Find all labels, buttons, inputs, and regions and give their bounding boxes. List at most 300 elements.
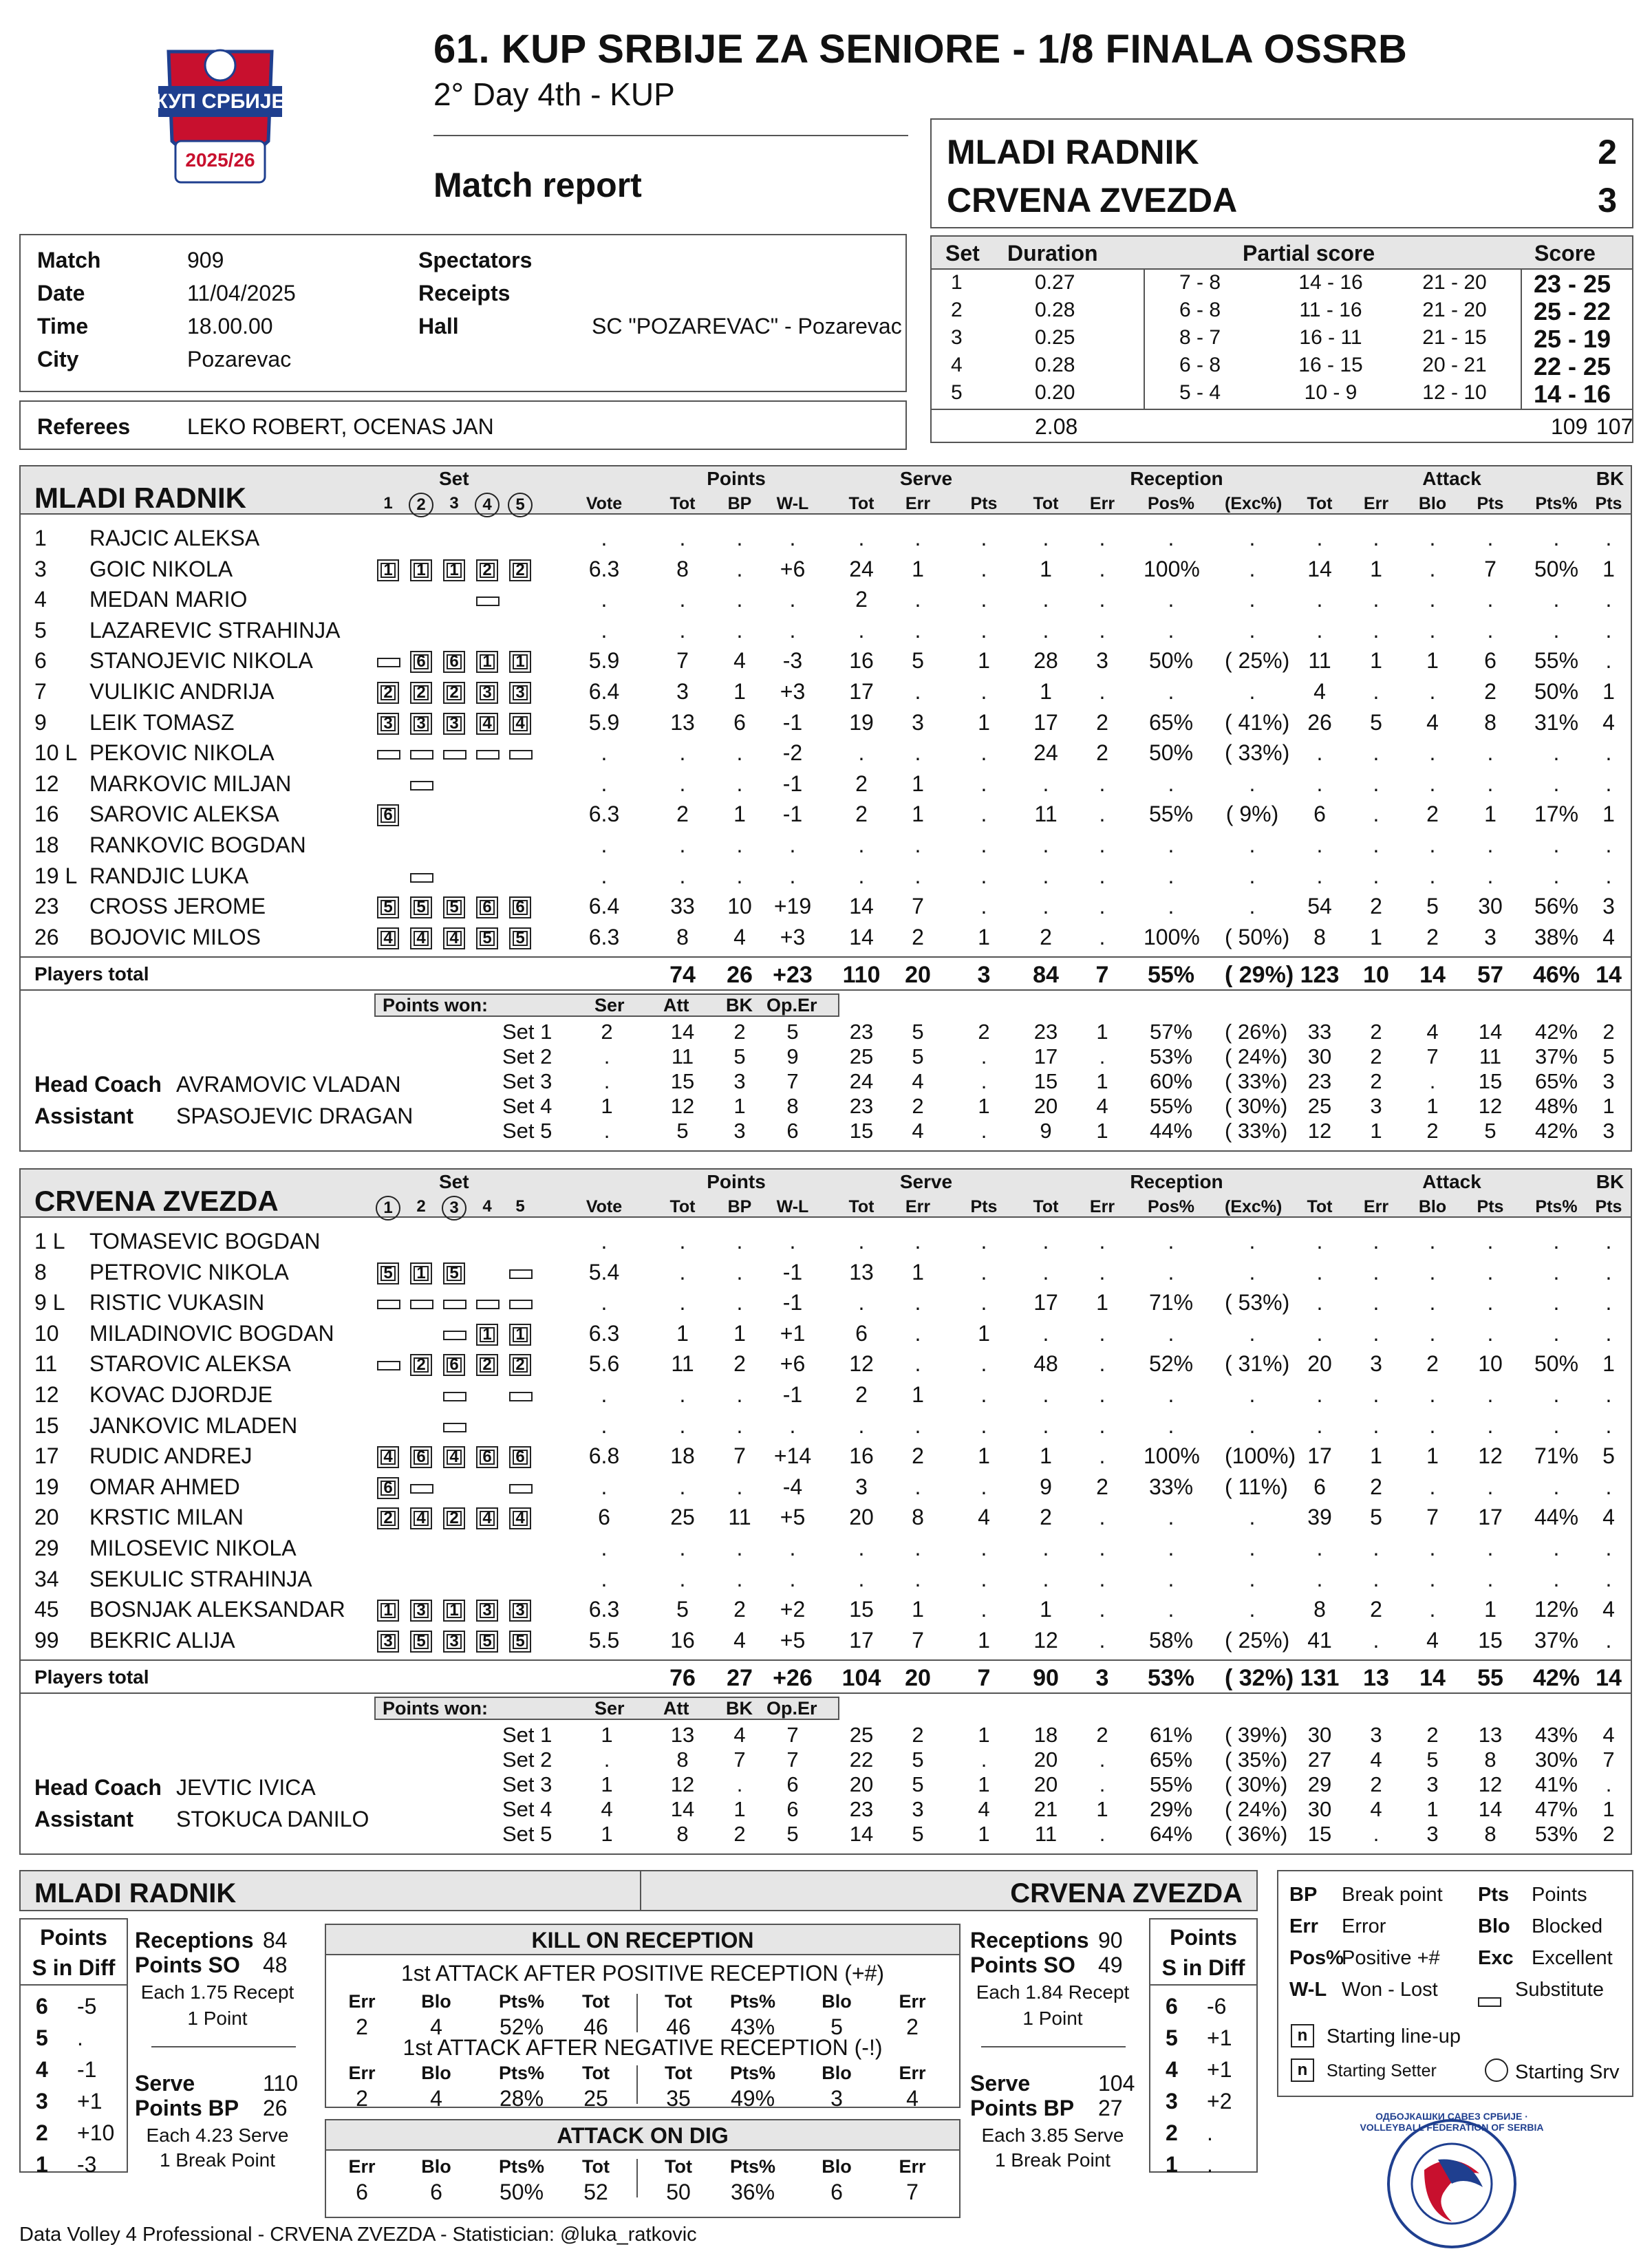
- stat-re: .: [1099, 1351, 1106, 1377]
- rotation-diff: .: [77, 2025, 83, 2050]
- kill-header: Err: [899, 1991, 926, 2012]
- set-sp: .: [980, 1748, 987, 1772]
- substitute-marker: [443, 1423, 466, 1432]
- scoreboard-away-sets: 3: [1598, 181, 1617, 219]
- starting-position: 5: [377, 896, 399, 918]
- pw-opp: 7: [786, 1748, 799, 1772]
- set-ap: 12: [1478, 1094, 1503, 1118]
- set-duration: 0.25: [1035, 326, 1075, 349]
- away-points-rotation: [1149, 1918, 1258, 2177]
- stat-ae: .: [1373, 617, 1380, 643]
- player-name: LEIK TOMASZ: [89, 709, 235, 735]
- starting-position: 2: [476, 559, 498, 581]
- rotation-s: 1: [1166, 2152, 1178, 2177]
- stat-rt: .: [1042, 771, 1049, 796]
- hall-name: SC "POZAREVAC" - Pozarevac: [592, 314, 902, 338]
- set-ae: .: [1373, 1822, 1380, 1846]
- stat-tot: 13: [670, 709, 695, 735]
- pw-att: 8: [676, 1748, 689, 1772]
- total-ae: 10: [1363, 962, 1389, 988]
- partial-16: 11 - 16: [1299, 299, 1362, 321]
- col-att: Att: [663, 1698, 689, 1719]
- stat-ap: 1: [1484, 1597, 1497, 1622]
- set-ab: 7: [1426, 1044, 1439, 1068]
- player-name: VULIKIC ANDRIJA: [89, 679, 275, 704]
- set-ac: 43%: [1534, 1723, 1578, 1747]
- stat-re: 1: [1096, 1290, 1108, 1315]
- partial-21: 20 - 21: [1422, 354, 1487, 376]
- player-row: [21, 830, 1631, 861]
- player-number: 8: [34, 1259, 47, 1284]
- set-sp: 1: [978, 1772, 990, 1796]
- kill-header: Blo: [822, 1991, 852, 2012]
- stat-at: 6: [1313, 1474, 1326, 1499]
- stat-ae: 2: [1370, 1597, 1382, 1622]
- stat-ac: 17%: [1534, 802, 1579, 827]
- stat-ab: .: [1429, 617, 1436, 643]
- stat-bp: .: [736, 556, 743, 581]
- set-re: 1: [1096, 1069, 1108, 1093]
- stat-rt: .: [1042, 1536, 1049, 1560]
- stat-rt: 1: [1040, 556, 1052, 581]
- stat-rt: 48: [1033, 1351, 1058, 1377]
- stat-ab: .: [1429, 587, 1436, 612]
- stat-vote: 6.4: [588, 679, 620, 704]
- stat-rp: .: [1168, 1536, 1174, 1560]
- federation-logo: [1349, 2108, 1555, 2252]
- set-ac: 37%: [1534, 1044, 1578, 1068]
- sets-table: [930, 235, 1633, 443]
- stat-sp: .: [980, 617, 987, 643]
- stat-wl: -1: [782, 1290, 803, 1315]
- set-re: .: [1099, 1772, 1106, 1796]
- kill-value-home: 2: [356, 2014, 368, 2039]
- stat-rp: 100%: [1144, 1443, 1200, 1469]
- pw-ser: 1: [601, 1822, 613, 1846]
- stat-tot: 11: [671, 1351, 694, 1377]
- rotation-s: 2: [36, 2120, 48, 2145]
- team-table-header: [21, 1170, 1631, 1218]
- col-group-set: Set: [439, 1171, 469, 1192]
- stat-ap: 30: [1478, 894, 1503, 919]
- stat-se: .: [914, 1536, 921, 1560]
- set-score: 22 - 25: [1533, 352, 1611, 380]
- stat-tot: .: [679, 1536, 686, 1560]
- away-team-table: [19, 1168, 1632, 1855]
- starting-position: 1: [377, 1600, 399, 1622]
- stat-rt: 1: [1040, 1443, 1052, 1469]
- set-number: 4: [951, 354, 963, 376]
- player-name: KOVAC DJORDJE: [89, 1382, 273, 1407]
- legend-value: Won - Lost: [1342, 1979, 1438, 2001]
- set-number-4: 4: [482, 1197, 492, 1216]
- stat-bk: .: [1605, 1566, 1612, 1591]
- stat-ac: 38%: [1534, 924, 1579, 949]
- points-bp-value: 26: [263, 2096, 288, 2120]
- starting-position: 5: [377, 1262, 399, 1284]
- receptions-value: 90: [1098, 1928, 1123, 1953]
- stat-se: .: [914, 526, 921, 550]
- stat-wl: +3: [780, 924, 806, 949]
- starting-position: 6: [443, 651, 465, 673]
- set-st: 22: [849, 1748, 874, 1772]
- set-score: 25 - 19: [1533, 325, 1611, 353]
- player-number: 26: [34, 924, 59, 949]
- col-ae: Err: [1363, 494, 1389, 513]
- rotation-diff: +1: [1207, 2057, 1232, 2082]
- stat-rp: 52%: [1148, 1351, 1194, 1377]
- stat-wl: .: [789, 863, 796, 888]
- stat-ab: 2: [1426, 924, 1439, 949]
- stat-st: 19: [849, 709, 874, 735]
- stat-rx: (100%): [1225, 1443, 1296, 1469]
- stat-st: 2: [855, 771, 868, 796]
- player-row: [21, 1533, 1631, 1564]
- stat-at: .: [1316, 617, 1323, 643]
- col-se: Err: [905, 494, 931, 513]
- starting-position: 3: [410, 713, 432, 735]
- player-number: 18: [34, 832, 59, 857]
- total-sp: 3: [977, 962, 991, 988]
- stat-ap: .: [1487, 1474, 1494, 1499]
- set-duration: 0.28: [1035, 354, 1075, 376]
- starting-position: 4: [476, 713, 498, 735]
- stat-ap: .: [1487, 1290, 1494, 1315]
- stat-re: 2: [1096, 1474, 1108, 1499]
- total-bk: 14: [1596, 1665, 1622, 1691]
- stat-ae: 5: [1370, 709, 1382, 735]
- stat-vote: .: [601, 1382, 608, 1407]
- stat-rt: .: [1042, 1382, 1049, 1407]
- total-rp: 53%: [1147, 1665, 1195, 1691]
- set-bk: .: [1605, 1772, 1612, 1796]
- set-rx: ( 36%): [1225, 1822, 1288, 1846]
- set-label: Set 3: [502, 1069, 553, 1093]
- player-name: MILOSEVIC NIKOLA: [89, 1536, 297, 1560]
- stat-re: .: [1099, 617, 1106, 643]
- stat-st: .: [858, 1536, 865, 1560]
- kill-header: Pts%: [729, 2063, 776, 2083]
- starting-position: 2: [476, 1354, 498, 1376]
- set-se: 3: [912, 1797, 924, 1821]
- stat-re: .: [1099, 802, 1106, 827]
- starting-lineup-symbol: n: [1291, 2024, 1314, 2047]
- home-reception-summary: [135, 1918, 307, 2173]
- player-name: RANKOVIC BOGDAN: [89, 832, 306, 857]
- stat-wl: -1: [782, 802, 803, 827]
- stat-rp: 71%: [1148, 1290, 1194, 1315]
- stat-st: 16: [849, 1443, 874, 1469]
- col-tot: Tot: [669, 1197, 696, 1216]
- kill-value-home: 6: [430, 2180, 442, 2204]
- set-bk: 3: [1602, 1069, 1615, 1093]
- col-bp: BP: [727, 1197, 752, 1216]
- set-ab: 3: [1426, 1772, 1439, 1796]
- competition-logo: [155, 38, 286, 200]
- match-date: 11/04/2025: [187, 281, 296, 305]
- total-se: 20: [905, 962, 931, 988]
- stat-rx: ( 31%): [1225, 1351, 1290, 1377]
- stat-wl: .: [789, 1566, 796, 1591]
- starting-position: 2: [377, 1507, 399, 1529]
- set-re: 2: [1096, 1723, 1108, 1747]
- assistant-label: Assistant: [34, 1807, 134, 1831]
- partial-16: 14 - 16: [1298, 271, 1363, 294]
- stat-se: .: [914, 1229, 921, 1254]
- stat-rx: ( 9%): [1225, 802, 1279, 827]
- stat-wl: +5: [780, 1505, 806, 1530]
- stat-se: 1: [912, 771, 924, 796]
- col-at: Tot: [1307, 494, 1333, 513]
- col-st: Tot: [848, 494, 875, 513]
- stat-bp: .: [736, 1566, 743, 1591]
- stat-tot: .: [679, 771, 686, 796]
- pw-att: 15: [670, 1069, 695, 1093]
- stat-bp: .: [736, 526, 743, 550]
- starting-position: 4: [410, 927, 432, 949]
- player-name: RAJCIC ALEKSA: [89, 526, 260, 550]
- kill-header: Err: [348, 2156, 376, 2177]
- stat-at: .: [1316, 1320, 1323, 1346]
- pw-att: 12: [670, 1094, 695, 1118]
- pw-ser: .: [603, 1069, 610, 1093]
- player-number: 4: [34, 587, 47, 612]
- col-group-reception: Reception: [1130, 1171, 1223, 1192]
- head-coach-label: Head Coach: [34, 1072, 162, 1097]
- match-city: Pozarevac: [187, 347, 292, 372]
- stat-wl: .: [789, 617, 796, 643]
- player-row: [21, 1257, 1631, 1288]
- kill-value-away: 43%: [730, 2014, 775, 2039]
- stat-rt: .: [1042, 617, 1049, 643]
- set-at: 29: [1307, 1772, 1332, 1796]
- stat-rp: .: [1168, 863, 1174, 888]
- stat-rp: 58%: [1148, 1627, 1194, 1653]
- stat-ab: .: [1429, 1229, 1436, 1254]
- stat-vote: 5.4: [588, 1259, 620, 1284]
- stat-rp: 65%: [1148, 709, 1194, 735]
- stat-at: 8: [1313, 924, 1326, 949]
- starting-position: 4: [410, 1507, 432, 1529]
- one-point: 1 Point: [187, 2008, 248, 2029]
- stat-bp: .: [736, 863, 743, 888]
- stat-se: 1: [912, 1597, 924, 1622]
- stat-rp: 50%: [1148, 740, 1194, 766]
- legend-starting-srv: Starting Srv: [1515, 2061, 1620, 2083]
- stat-ap: 6: [1484, 648, 1497, 674]
- stat-ap: .: [1487, 740, 1494, 766]
- set-ap: 12: [1478, 1772, 1503, 1796]
- stat-vote: 6.3: [588, 802, 620, 827]
- player-row: [21, 1287, 1631, 1318]
- kill-on-reception: [325, 1924, 961, 2111]
- partial-8: 7 - 8: [1179, 271, 1221, 294]
- col-ser: Ser: [594, 1698, 625, 1719]
- player-row: [21, 768, 1631, 799]
- col-bk: Pts: [1595, 1197, 1622, 1216]
- stat-rt: 9: [1040, 1474, 1052, 1499]
- points-so-label: Points SO: [970, 1953, 1075, 1977]
- set-re: .: [1099, 1748, 1106, 1772]
- stat-rx: .: [1249, 1320, 1256, 1346]
- total-bp: 26: [727, 962, 753, 988]
- stat-sp: .: [980, 679, 987, 704]
- stat-bp: 1: [733, 802, 746, 827]
- col-ser: Ser: [594, 995, 625, 1015]
- pw-bk: 1: [733, 1797, 746, 1821]
- assistant-name: STOKUCA DANILO: [176, 1807, 369, 1831]
- stat-re: .: [1099, 679, 1106, 704]
- set-ac: 53%: [1534, 1822, 1578, 1846]
- stat-bp: .: [736, 1412, 743, 1438]
- rotation-diff: -5: [77, 1994, 97, 2019]
- player-number: 45: [34, 1597, 59, 1622]
- set-ae: 1: [1370, 1119, 1382, 1143]
- set-ae: 2: [1370, 1772, 1382, 1796]
- player-number: 19: [34, 1474, 59, 1499]
- stat-bk: .: [1605, 648, 1612, 674]
- stat-tot: 2: [676, 802, 689, 827]
- col-bk: Pts: [1595, 494, 1622, 513]
- stat-rt: 24: [1033, 740, 1058, 766]
- stat-sp: .: [980, 832, 987, 857]
- set-rt: 11: [1034, 1822, 1058, 1846]
- stat-bp: .: [736, 771, 743, 796]
- set-at: 33: [1307, 1020, 1332, 1044]
- set-label: Set 1: [502, 1020, 553, 1044]
- set-rt: 18: [1033, 1723, 1058, 1747]
- legend-starting-setter: Starting Setter: [1327, 2061, 1437, 2080]
- col-sp: Pts: [970, 494, 998, 513]
- stat-se: 2: [912, 924, 924, 949]
- stat-ac: .: [1553, 526, 1560, 550]
- col-rp: Pos%: [1147, 1197, 1195, 1216]
- pw-ser: 1: [601, 1772, 613, 1796]
- stat-st: 6: [855, 1320, 868, 1346]
- stat-ab: .: [1429, 679, 1436, 704]
- player-row: [21, 922, 1631, 953]
- stat-ap: .: [1487, 526, 1494, 550]
- legend-value: Break point: [1342, 1884, 1443, 1906]
- partial-16: 10 - 9: [1304, 381, 1358, 404]
- rotation-diff: +10: [77, 2120, 115, 2145]
- player-name: MARKOVIC MILJAN: [89, 771, 292, 796]
- stat-wl: -1: [782, 771, 803, 796]
- total-ab: 14: [1419, 962, 1446, 988]
- points-bp-label: Points BP: [970, 2096, 1075, 2120]
- stat-vote: 5.9: [588, 709, 620, 735]
- set-rp: 53%: [1149, 1044, 1193, 1068]
- col-group-serve: Serve: [899, 1171, 953, 1192]
- stat-ac: 50%: [1534, 556, 1579, 581]
- stat-ab: 4: [1426, 709, 1439, 735]
- stat-re: .: [1099, 1320, 1106, 1346]
- kill-header: Tot: [665, 2063, 692, 2083]
- substitute-marker: [410, 1300, 433, 1309]
- stat-st: 16: [849, 648, 874, 674]
- stat-bk: .: [1605, 1320, 1612, 1346]
- stat-at: 6: [1313, 802, 1326, 827]
- stat-ac: 71%: [1534, 1443, 1579, 1469]
- stat-wl: .: [789, 587, 796, 612]
- pw-opp: 9: [786, 1044, 799, 1068]
- stat-sp: .: [980, 556, 987, 581]
- starting-position: 6: [377, 804, 399, 826]
- stat-vote: 6.8: [588, 1443, 620, 1469]
- set-number-5: 5: [515, 1197, 525, 1216]
- stat-wl: .: [789, 1536, 796, 1560]
- set-rx: ( 30%): [1225, 1772, 1288, 1796]
- stat-ac: 31%: [1534, 709, 1579, 735]
- stat-vote: .: [601, 1412, 608, 1438]
- assistant-name: SPASOJEVIC DRAGAN: [176, 1104, 414, 1128]
- col-ab: Blo: [1418, 1197, 1447, 1216]
- stat-rt: 1: [1040, 679, 1052, 704]
- stat-at: .: [1316, 526, 1323, 550]
- stat-se: 1: [912, 1382, 924, 1407]
- stat-ab: 2: [1426, 802, 1439, 827]
- stat-vote: .: [601, 863, 608, 888]
- header-divider: [433, 135, 908, 136]
- team-name: CRVENA ZVEZDA: [34, 1185, 279, 1217]
- total-rt: 90: [1033, 1665, 1059, 1691]
- stat-ap: .: [1487, 1320, 1494, 1346]
- substitute-symbol: [1478, 1997, 1501, 2007]
- stat-at: .: [1316, 771, 1323, 796]
- set-ab: .: [1429, 1069, 1436, 1093]
- stat-rx: .: [1249, 1597, 1256, 1622]
- stat-sp: .: [980, 1412, 987, 1438]
- stat-se: .: [914, 1320, 921, 1346]
- total-re: 3: [1095, 1665, 1109, 1691]
- home-points-rotation: [19, 1918, 128, 2177]
- partial-8: 5 - 4: [1179, 381, 1221, 404]
- set-ac: 41%: [1534, 1772, 1578, 1796]
- set-bk: 3: [1602, 1119, 1615, 1143]
- stat-sp: .: [980, 1351, 987, 1377]
- stat-sp: 1: [978, 1320, 990, 1346]
- stat-rt: .: [1042, 1320, 1049, 1346]
- stat-wl: .: [789, 1412, 796, 1438]
- set-ab: 3: [1426, 1822, 1439, 1846]
- stat-at: .: [1316, 740, 1323, 766]
- kill-separator: [636, 1994, 638, 2032]
- kill-value-away: 6: [830, 2180, 843, 2204]
- kill-value-home: 46: [583, 2014, 608, 2039]
- rotation-diff: .: [1207, 2152, 1213, 2177]
- set-rx: ( 35%): [1225, 1748, 1288, 1772]
- player-row: [21, 676, 1631, 707]
- partial-21: 21 - 20: [1422, 299, 1487, 321]
- stat-vote: 6.3: [588, 556, 620, 581]
- set-se: 5: [912, 1044, 924, 1068]
- head-coach-label: Head Coach: [34, 1775, 162, 1800]
- stat-wl: +19: [773, 894, 812, 919]
- col-rx: (Exc%): [1225, 1197, 1283, 1216]
- stat-tot: .: [679, 1412, 686, 1438]
- stat-rp: .: [1168, 679, 1174, 704]
- col-group-set: Set: [439, 468, 469, 489]
- starting-position: 2: [509, 1354, 531, 1376]
- set-rp: 65%: [1149, 1748, 1193, 1772]
- label-hall: Hall: [418, 314, 459, 338]
- stat-re: .: [1099, 1505, 1106, 1530]
- label-time: Time: [37, 314, 89, 338]
- rotation-s: 6: [36, 1994, 48, 2019]
- set-ae: 4: [1370, 1797, 1382, 1821]
- set-number-2: 2: [409, 493, 433, 517]
- set-ac: 42%: [1534, 1020, 1578, 1044]
